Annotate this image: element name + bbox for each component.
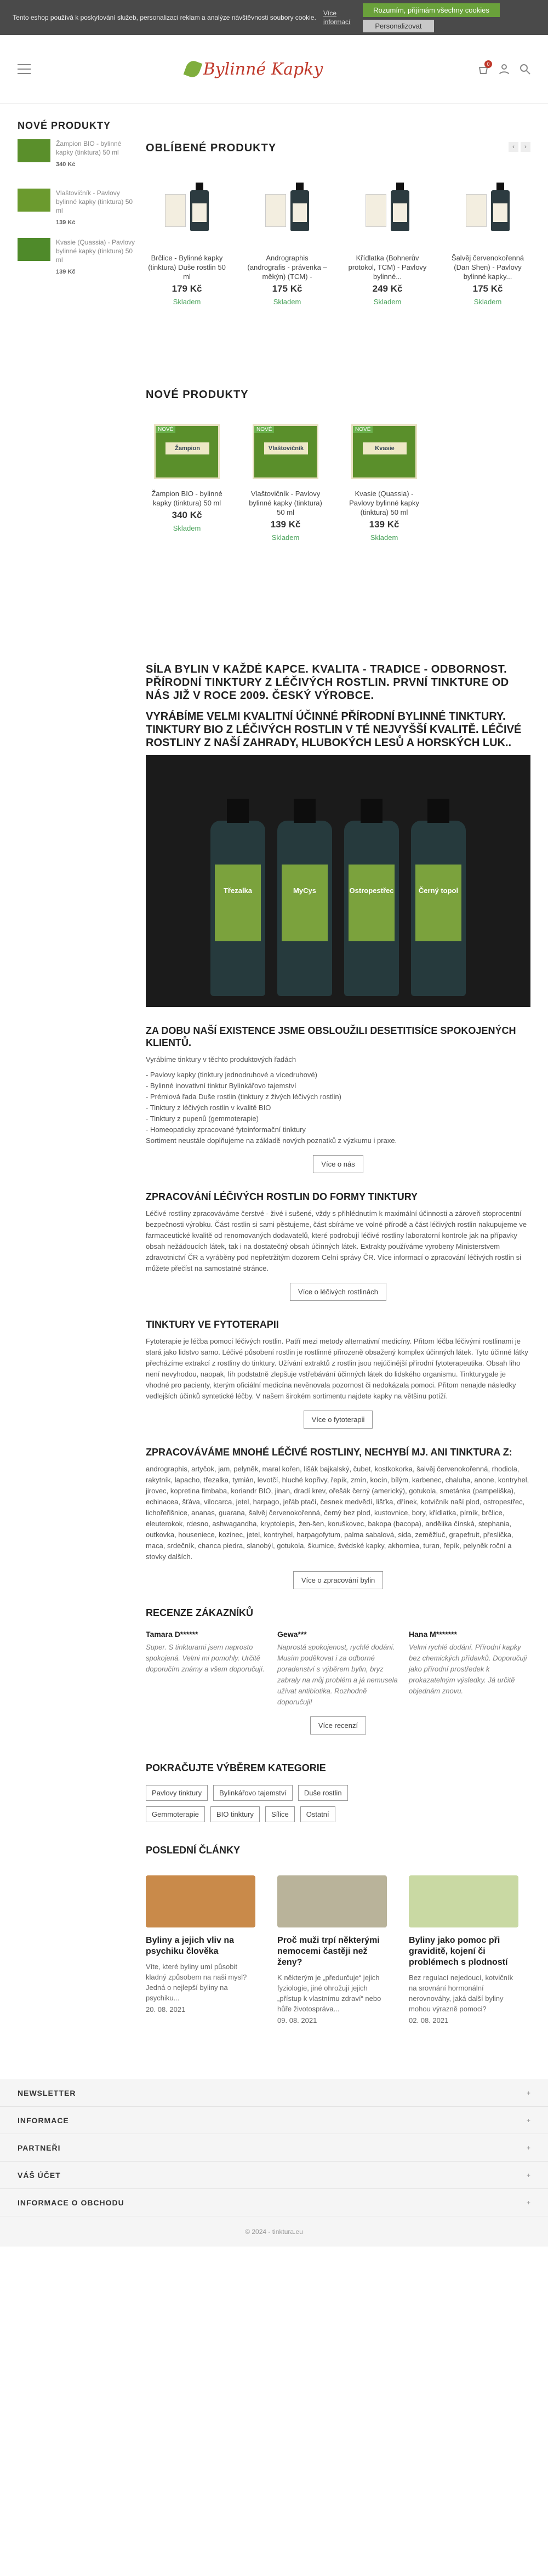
article-card[interactable]: Byliny a jejich vliv na psychiku člověka Víte, které byliny umí působit kladný způsobem na naši mysl? Jedná o nejlepší byliny na psychiku... 20. 08. 2021 — [146, 1875, 255, 2025]
about-us-button[interactable]: Více o nás — [313, 1155, 363, 1173]
product-image — [154, 178, 220, 243]
categories-section: POKRAČUJTE VÝBĚREM KATEGORIE Pavlovy tinktury Bylinkářovo tajemství Duše rostlin Gemmoterapie BIO tinktury Sílice Ostatní — [146, 1762, 530, 1822]
copyright: © 2024 - tinktura.eu — [0, 2216, 548, 2247]
expand-icon: + — [526, 2171, 530, 2179]
about-section: ZA DOBU NAŠÍ EXISTENCE JSME OBSLOUŽILI DESETITISÍCE SPOKOJENÝCH KLIENTŮ. Vyrábíme tinktury v těchto produktových řadách - Pavlovy kapky (tinktury jednodruhové a vícedruhové) - Bylinné inovativní tinktur Bylinkářovo tajemství - Prémiová řada Duše rostlin (tinktury z živých léčivých rostlin) - Tinktury z léčivých rostlin v kvalitě BIO - Tinktury z pupenů (gemmoterapie) - Homeopaticky zpracované fytoinformační tinktury Sortiment neustále doplňujeme na základě nových poznatků z výzkumu i praxe. Více o nás — [146, 1025, 530, 1173]
expand-icon: + — [526, 2143, 530, 2152]
new-badge: NOVÉ — [254, 426, 274, 433]
intro-subheading: VYRÁBÍME VELMI KVALITNÍ ÚČINNÉ PŘÍRODNÍ BYLINNÉ TINKTURY. TINKTURY BIO Z LÉČIVÝCH ROSTLIN V TÉ NEJVYŠŠÍ KVALITĚ. LÉČIVÉ ROSTLINY Z NAŠÍ ZAHRADY, HLUBOKÝCH LESŮ A HORSKÝCH LUK.. — [146, 710, 522, 749]
articles-section: POSLEDNÍ ČLÁNKY Byliny a jejich vliv na psychiku člověka Víte, které byliny umí působit kladný způsobem na naši mysl? Jedná o nejlepší byliny na psychiku... 20. 08. 2021 Proč muži trpí některými nemocemi častěji než ženy? K některým je „předurčuje“ jejich fyziologie, jiné ohrožují jejich „přístup k vlastnímu zdraví“ nebo hůře životospráva... 09. 08. 2021 Byliny jako pomoc při graviditě, kojení či problémech s plodností Bez regulací nejedoucí, kotvičník na srovnání hormonální nerovnováhy, jaká další byliny mohou výrazně pomoci? 02. 08. 2021 — [146, 1844, 530, 2025]
cart-count: 0 — [484, 60, 492, 68]
article-image — [146, 1875, 255, 1927]
product-card[interactable]: NOVÉ Žampion Žampion BIO - bylinné kapky (tinktura) 50 ml 340 Kč Skladem — [146, 424, 228, 542]
article-image — [409, 1875, 518, 1927]
footer-shop-info[interactable]: INFORMACE O OBCHODU + — [0, 2189, 548, 2216]
new-badge: NOVÉ — [353, 426, 373, 433]
review: Gewa*** Naprostá spokojenost, rychlé dodání. Musím poděkovat i za odborné poradenství s výběrem bylin, bryz zabraly na můj problém a já nemusela užívat antibiotika. Rozhodně doporučuji! — [277, 1630, 398, 1706]
sidebar-title: NOVÉ PRODUKTY — [18, 120, 111, 131]
category-link[interactable]: Gemmoterapie — [146, 1806, 205, 1822]
search-icon[interactable] — [520, 64, 530, 75]
footer-account[interactable]: VÁŠ ÚČET + — [0, 2162, 548, 2189]
footer-newsletter[interactable]: NEWSLETTER + — [0, 2079, 548, 2107]
sidebar-product[interactable]: Kvasie (Quassia) - Pavlovy bylinné kapky (tinktura) 50 ml 139 Kč — [18, 238, 140, 275]
phytotherapy-button[interactable]: Více o fytoterapii — [304, 1411, 373, 1429]
category-link[interactable]: Duše rostlin — [298, 1785, 348, 1801]
product-thumbnail — [18, 139, 50, 162]
intro-heading: SÍLA BYLIN V KAŽDÉ KAPCE. KVALITA - TRADICE - ODBORNOST. PŘÍRODNÍ TINKTURY Z LÉČIVÝCH ROSTLIN. PRVNÍ TINKTURE OD NÁS JIŽ V ROCE 2009. ČESKÝ VÝROBCE. — [146, 663, 509, 702]
article-date: 20. 08. 2021 — [146, 2005, 186, 2014]
herbs-info-button[interactable]: Více o léčivých rostlinách — [290, 1283, 386, 1301]
site-header — [0, 35, 548, 104]
product-card[interactable]: NOVÉ Vlaštovičník Vlaštovičník - Pavlovy bylinné kapky (tinktura) 50 ml 139 Kč Skladem — [244, 424, 327, 542]
leaf-icon — [183, 59, 202, 79]
herbs-list-section: ZPRACOVÁVÁME MNOHÉ LÉČIVÉ ROSTLINY, NECHYBÍ MJ. ANI TINKTURA Z: andrographis, artyčok, jam, pelyněk, maral kořen, lišák bajkalský, čubet, kostkokorka, šalvěj červenokořenná, rhodiola, rakytník, lapacho, třezalka, tymián, levotčí, hluché kopřivy, řepík, zmín, kocín, bílým, karbenec, chaluha, anone, kontryhel, jirovec, kopretina fimbaba, koriandr BIO, jinan, dradí krev, ořešák černý (americký), gotukola, smetánka (pampeliška), echinacea, šťáva, vilocarca, jetel, harpago, jeřáb ptačí, česnek medvědí, lišťka, dřínek, kotvičník naší plod, ostropestřec, lichořeřišnice, ananas, guarana, šalvěj červenokořenná, černý bez plod, kustovnice, bory, křídlatka, pírník, brčlice, eleuterokok, rdesno, ashwagandha, kryptolepis, žen-šen, koruškovec, bakopa (bacopa), andělika čínská, stephania, outkovka, houseniece, kozinec, jetel, kontryhel, harpagofytum, palma sabalová, sida, zeměžluč, grapefruit, přeslička, maca, srdečník, chanca piedra, slanobýl, gotukola, škumice, švédské kapky, akhorniea, turan, řepík, pelyněk roční a stovky dalších. Více o zpracování bylin — [146, 1446, 530, 1589]
sidebar-product[interactable]: Žampion BIO - bylinné kapky (tinktura) 50 ml 340 Kč — [18, 139, 140, 177]
product-card[interactable]: Andrographis (andrografis - právenka – měkýn) (TCM) - 175 Kč Skladem — [246, 178, 328, 306]
processing-section: ZPRACOVÁNÍ LÉČIVÝCH ROSTLIN DO FORMY TINKTURY Léčivé rostliny zpracováváme čerstvé - živé i sušené, vždy s přihlédnutím k maximální účinnosti a zároveň stoprocentní bezpečnosti výrobku. Část rostlin si sami pěstujeme, část sbíráme ve volné přírodě a část léčivých rostlin nakupujeme ve farmaceutické kvalitě od renomovaných dodavatelů, které podrobují léčivé rostliny laboratorní kontrole jak na přípavky obsah nežádoucích látek, tak i na dostatečný obsah účinných látek. Extrakty používáme vyrobeny Ministerstvem zdravotnictví ČR a vyráběny pod nepřetržitým dozorem Celní správy ČR. Více informací o zpracování léčivých rostlin si můžete přečíst na samostatné stránce. Více o léčivých rostlinách — [146, 1191, 530, 1301]
user-icon[interactable] — [499, 64, 510, 75]
new-products — [146, 389, 530, 635]
sidebar — [18, 104, 140, 2025]
section-title: OBLÍBENÉ PRODUKTY — [146, 142, 277, 154]
review: Hana M******* Velmi rychlé dodání. Přírodní kapky bez chemických přídavků. Doporučuji jako přírodní prostředek k prokazatelným výsledky. Já určitě objednám znovu. — [409, 1630, 527, 1695]
review: Tamara D****** Super. S tinkturami jsem naprosto spokojená. Velmi mi pomohly. Určitě doporučím známy a všem doporučují. — [146, 1630, 265, 1673]
tinctures-photo — [146, 755, 530, 1007]
product-image: NOVÉ Vlaštovičník — [253, 424, 318, 479]
personalize-cookies-button[interactable]: Personalizovat — [363, 20, 434, 32]
category-link[interactable]: Sílice — [265, 1806, 295, 1822]
carousel-prev-button[interactable]: ‹ — [509, 142, 518, 152]
photo-bottle: Třezalka — [210, 821, 265, 996]
expand-icon: + — [526, 2198, 530, 2207]
processing-button[interactable]: Více o zpracování bylin — [293, 1571, 383, 1589]
favorite-products — [146, 142, 530, 389]
category-link[interactable]: Ostatní — [300, 1806, 335, 1822]
product-thumbnail — [18, 189, 50, 212]
product-lines-list: - Pavlovy kapky (tinktury jednodruhové a vícedruhové) - Bylinné inovativní tinktur Bylinkářovo tajemství - Prémiová řada Duše rostlin (tinktury z živých léčivých rostlin) - Tinktury z léčivých rostlin v kvalitě BIO - Tinktury z pupenů (gemmoterapie) - Homeopaticky zpracované fytoinformační tinktury — [146, 1071, 341, 1134]
accept-cookies-button[interactable]: Rozumím, přijímám všechny cookies — [363, 3, 500, 17]
product-image: NOVÉ Žampion — [154, 424, 220, 479]
sidebar-product[interactable]: Vlaštovičník - Pavlovy bylinné kapky (tinktura) 50 ml 139 Kč — [18, 189, 140, 226]
carousel-next-button[interactable]: › — [521, 142, 530, 152]
article-card[interactable]: Byliny jako pomoc při graviditě, kojení či problémech s plodností Bez regulací nejedoucí, kotvičník na srovnání hormonální nerovnováhy, jaká další byliny mohou výrazně pomoci? 02. 08. 2021 — [409, 1875, 518, 2025]
logo[interactable]: Bylinné Kapky — [186, 60, 323, 79]
expand-icon: + — [526, 2089, 530, 2097]
product-card[interactable]: Šalvěj červenokořenná (Dan Shen) - Pavlovy bylinné kapky... 175 Kč Skladem — [447, 178, 529, 306]
section-title: NOVÉ PRODUKTY — [146, 389, 249, 401]
expand-icon: + — [526, 2116, 530, 2124]
cart-icon[interactable] — [478, 61, 490, 75]
more-reviews-button[interactable]: Více recenzí — [310, 1716, 366, 1735]
article-date: 09. 08. 2021 — [277, 2016, 317, 2025]
photo-bottle: Ostropestřec — [344, 821, 399, 996]
product-card[interactable]: Brčlice - Bylinné kapky (tinktura) Duše rostlin 50 ml 179 Kč Skladem — [146, 178, 228, 306]
article-card[interactable]: Proč muži trpí některými nemocemi častěji než ženy? K některým je „předurčuje“ jejich fyziologie, jiné ohrožují jejich „přístup k vlastnímu zdraví“ nebo hůře životospráva... 09. 08. 2021 — [277, 1875, 387, 2025]
phytotherapy-section: TINKTURY VE FYTOTERAPII Fytoterapie je léčba pomocí léčivých rostlin. Patří mezi metody alternativní medicíny. Přitom léčba léčivými rostlinami je stará jako lidstvo samo. Léčivé působení rostlin je rostlinné přirozeně obsažený komplex účinných látek. Tyto účinné látky přecházíme extrakcí z rostliny do tinktury. Užívání extraktů z rostlin jsou nejúčinější přírodní fytoterapeutika. Obsah liho není nevyhodou, naopak, líh podstatně zlepšuje vstřebávání účinných látek do lidského organismu. Tinkturygale je vhodné pro pacienty, kterým oficiální medicína nevěnovala pozornost či nedokázala pomoci. Přitom nenajde následky vedlejších účinků syntetické léčby. V našem širokém sortimentu najdete kapky na většinu potíží. Více o fytoterapii — [146, 1318, 530, 1429]
product-thumbnail — [18, 238, 50, 261]
product-card[interactable]: NOVÉ Kvasie Kvasie (Quassia) - Pavlovy bylinné kapky (tinktura) 50 ml 139 Kč Skladem — [343, 424, 425, 542]
menu-icon[interactable] — [18, 64, 31, 74]
article-image — [277, 1875, 387, 1927]
cookie-text: Tento eshop používá k poskytování služeb, personalizaci reklam a analýze návštěvnosti soubory cookie. — [13, 14, 316, 21]
product-image — [254, 178, 320, 243]
category-link[interactable]: Pavlovy tinktury — [146, 1785, 208, 1801]
product-card[interactable]: Křídlatka (Bohnerův protokol, TCM) - Pavlovy bylinné... 249 Kč Skladem — [346, 178, 429, 306]
product-image: NOVÉ Kvasie — [351, 424, 417, 479]
product-image — [455, 178, 521, 243]
category-link[interactable]: Bylinkářovo tajemství — [213, 1785, 293, 1801]
category-link[interactable]: BIO tinktury — [210, 1806, 260, 1822]
footer-partners[interactable]: PARTNEŘI + — [0, 2134, 548, 2162]
footer — [0, 2079, 548, 2247]
cookie-bar — [0, 0, 548, 35]
photo-bottle: MyCys — [277, 821, 332, 996]
intro-section — [146, 663, 530, 1007]
cookie-more-link[interactable]: Více informací — [323, 9, 351, 26]
footer-information[interactable]: INFORMACE + — [0, 2107, 548, 2134]
new-badge: NOVÉ — [156, 426, 175, 433]
product-image — [355, 178, 420, 243]
reviews-section: RECENZE ZÁKAZNÍKŮ Tamara D****** Super. S tinkturami jsem naprosto spokojená. Velmi mi pomohly. Určitě doporučím známy a všem doporučují. Gewa*** Naprostá spokojenost, rychlé dodání. Musím poděkovat i za odborné poradenství s výběrem bylin, bryz zabraly na můj problém a já nemusela užívat antibiotika. Rozhodně doporučuji! Hana M******* Velmi rychlé dodání. Přírodní kapky bez chemických přídavků. Doporučuji jako přírodní prostředek k prokazatelným výsledky. Já určitě objednám znovu. Více recenzí — [146, 1607, 530, 1735]
photo-bottle: Černý topol — [411, 821, 466, 996]
article-date: 02. 08. 2021 — [409, 2016, 449, 2025]
